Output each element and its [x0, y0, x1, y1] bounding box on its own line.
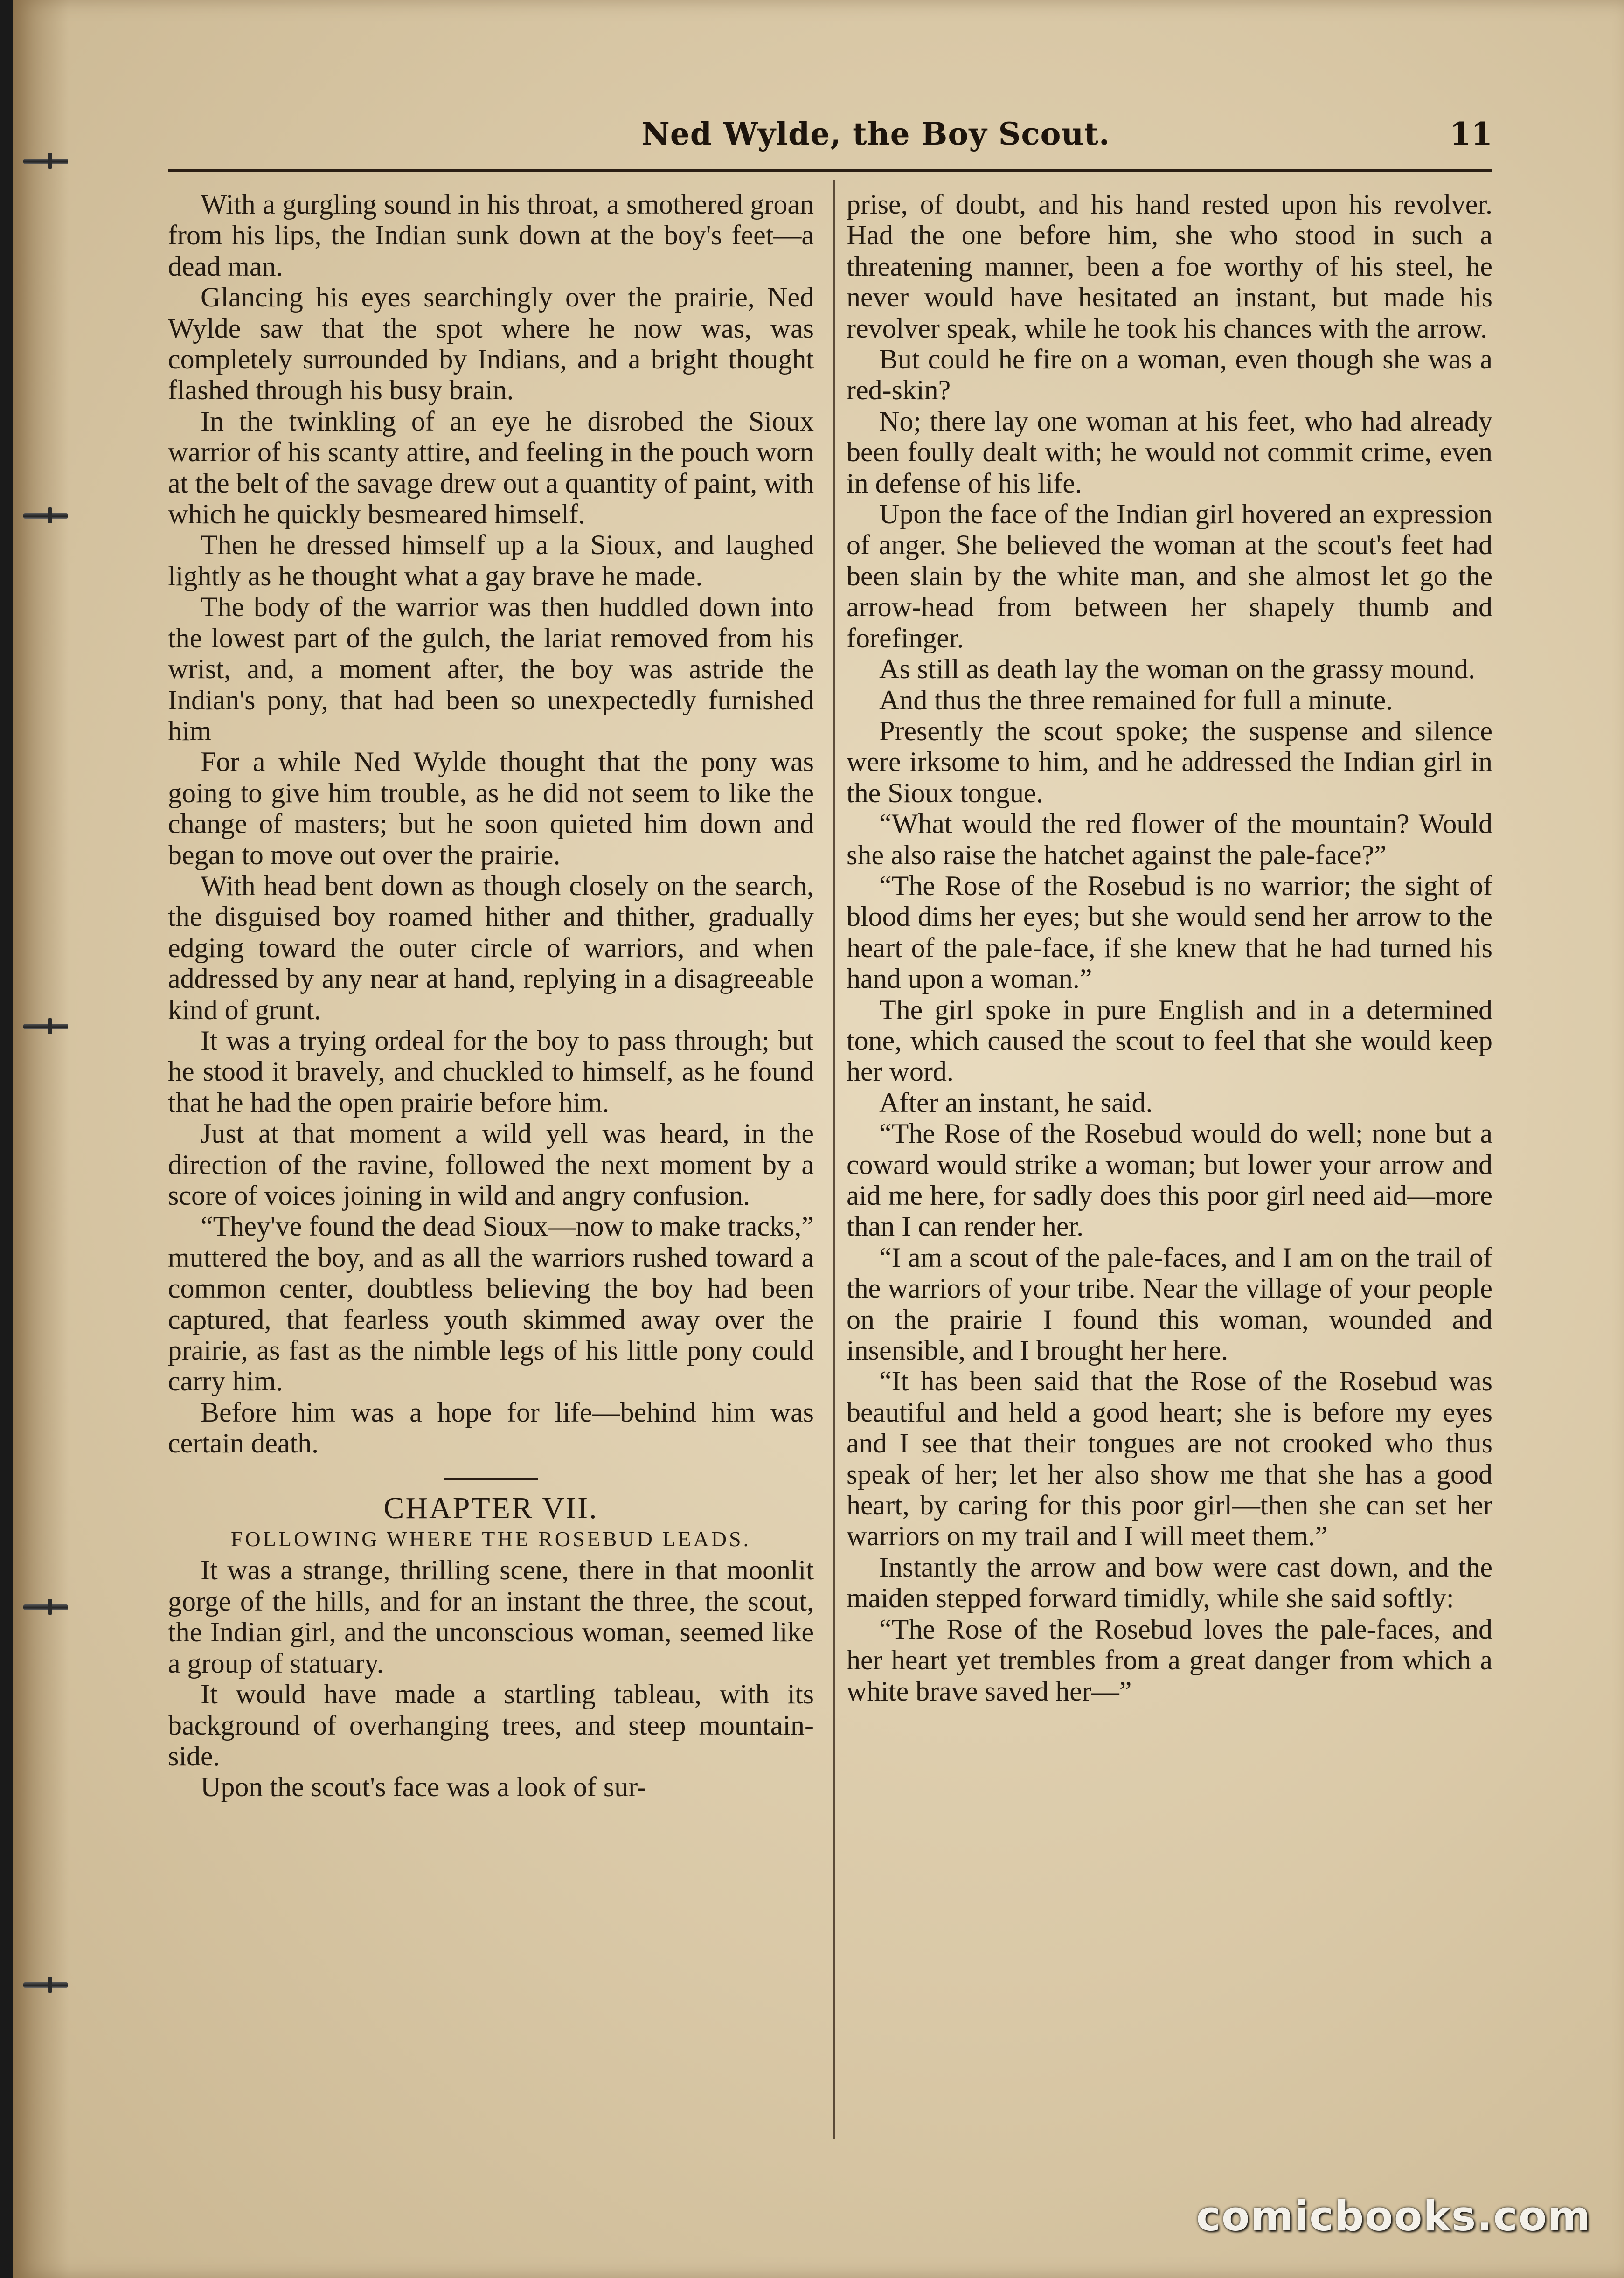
chapter-rule — [444, 1478, 538, 1480]
paragraph: It was a trying ordeal for the boy to pass through; but he stood it bravely, and chuckled to himself, as he found that he had the open prairie before him. — [168, 1025, 814, 1118]
column-divider — [833, 180, 835, 2139]
header-rule — [168, 169, 1492, 172]
paragraph: With head bent down as though closely on the search, the disguised boy roamed hither and thither, gradually edging toward the outer circle of warriors, and when addressed by any near at hand, replying in a disagreeable kind of grunt. — [168, 870, 814, 1025]
chapter-title: CHAPTER VII. — [383, 1491, 598, 1525]
paragraph: “It has been said that the Rose of the Rosebud was beautiful and held a good heart; she is before my eyes and I see that their tongues are not crooked who thus speak of her; let her also show me that she has a good heart, by caring for this poor girl—then she can set her warriors on my trail and I will meet them.” — [847, 1366, 1492, 1552]
left-column — [168, 189, 814, 1803]
page-binding-shadow — [13, 0, 69, 2278]
paragraph: prise, of doubt, and his hand rested upon his revolver. Had the one before him, she who stood in such a threatening manner, been a foe worthy of his steel, he never would have hesitated an instant, but made his revolver speak, while he took his chances with the arrow. — [847, 189, 1492, 344]
paragraph: “What would the red flower of the mountain? Would she also raise the hatchet against the pale-face?” — [847, 808, 1492, 870]
staple — [23, 513, 68, 519]
paragraph: And thus the three remained for full a minute. — [879, 684, 1393, 715]
paragraph: “The Rose of the Rosebud loves the pale-faces, and her heart yet trembles from a great danger from which a white brave saved her—” — [847, 1613, 1492, 1707]
paragraph: “I am a scout of the pale-faces, and I am on the trail of the warriors of your tribe. Near the village of your people on the prairie I found this woman, wounded and insensible, and I brought her here. — [847, 1242, 1492, 1366]
staple — [23, 1024, 68, 1029]
paragraph: In the twinkling of an eye he disrobed the Sioux warrior of his scanty attire, and feeling in the pouch worn at the belt of the savage drew out a quantity of paint, with which he quickly besmeared himself. — [168, 405, 814, 530]
staple — [23, 159, 68, 164]
staple — [23, 1982, 68, 1988]
page-header — [168, 112, 1492, 154]
page-number: 11 — [1450, 116, 1492, 152]
paragraph: “The Rose of the Rosebud is no warrior; the sight of blood dims her eyes; but she would send her arrow to the heart of the pale-face, if she knew that he had turned his hand upon a woman.” — [847, 870, 1492, 994]
paragraph: Just at that moment a wild yell was heard, in the direction of the ravine, followed the next moment by a score of voices joining in wild and angry confusion. — [168, 1118, 814, 1211]
paragraph: Before him was a hope for life—behind him was certain death. — [168, 1396, 814, 1459]
paragraph: Upon the scout's face was a look of sur- — [201, 1771, 647, 1803]
paragraph: Glancing his eyes searchingly over the prairie, Ned Wylde saw that the spot where he now was, was completely surrounded by Indians, and a bright thought flashed through his busy brain. — [168, 282, 814, 406]
paragraph: Instantly the arrow and bow were cast down, and the maiden stepped forward timidly, while she said softly: — [847, 1551, 1492, 1614]
watermark: comicbooks.com — [1196, 2192, 1591, 2240]
paragraph: It would have made a startling tableau, with its background of overhanging trees, and steep mountain-side. — [168, 1679, 814, 1771]
paragraph: For a while Ned Wylde thought that the pony was going to give him trouble, as he did not seem to like the change of masters; but he soon quieted him down and began to move out over the prairie. — [168, 746, 814, 870]
paragraph: Presently the scout spoke; the suspense and silence were irksome to him, and he addressed the Indian girl in the Sioux tongue. — [847, 715, 1492, 808]
paragraph: “They've found the dead Sioux—now to make tracks,” muttered the boy, and as all the warriors rushed toward a common center, doubtless believing the boy had been captured, that fearless youth skimmed away over the prairie, as fast as the nimble legs of his little pony could carry him. — [168, 1211, 814, 1397]
paragraph: It was a strange, thrilling scene, there in that moonlit gorge of the hills, and for an instant the three, the scout, the Indian girl, and the unconscious woman, seemed like a group of statuary. — [168, 1555, 814, 1679]
paragraph: “The Rose of the Rosebud would do well; none but a coward would strike a woman; but lower your arrow and aid me here, for sadly does this poor girl need aid—more than I can render her. — [847, 1118, 1492, 1242]
paragraph: No; there lay one woman at his feet, who had already been foully dealt with; he would not commit crime, even in defense of his life. — [847, 405, 1492, 499]
staple — [23, 1604, 68, 1610]
chapter-subtitle: FOLLOWING WHERE THE ROSEBUD LEADS. — [230, 1527, 751, 1551]
paragraph: The girl spoke in pure English and in a determined tone, which caused the scout to feel that she would keep her word. — [847, 994, 1492, 1087]
paragraph: Then he dressed himself up a la Sioux, and laughed lightly as he thought what a gay brave he made. — [168, 529, 814, 591]
right-column — [847, 189, 1492, 1707]
paragraph: The body of the warrior was then huddled down into the lowest part of the gulch, the lariat removed from his wrist, and, a moment after, the boy was astride the Indian's pony, that had been so unexpectedly furnished him — [168, 591, 814, 746]
running-title: Ned Wylde, the Boy Scout. — [641, 116, 1110, 152]
paragraph: Upon the face of the Indian girl hovered an expression of anger. She believed the woman at the scout's feet had been slain by the white man, and she almost let go the arrow-head from between her shapely thumb and forefinger. — [847, 499, 1492, 653]
paragraph: With a gurgling sound in his throat, a smothered groan from his lips, the Indian sunk down at the boy's feet—a dead man. — [168, 189, 814, 282]
paragraph: After an instant, he said. — [879, 1087, 1153, 1118]
paragraph: But could he fire on a woman, even though she was a red-skin? — [847, 344, 1492, 406]
paragraph: As still as death lay the woman on the grassy mound. — [879, 653, 1476, 685]
